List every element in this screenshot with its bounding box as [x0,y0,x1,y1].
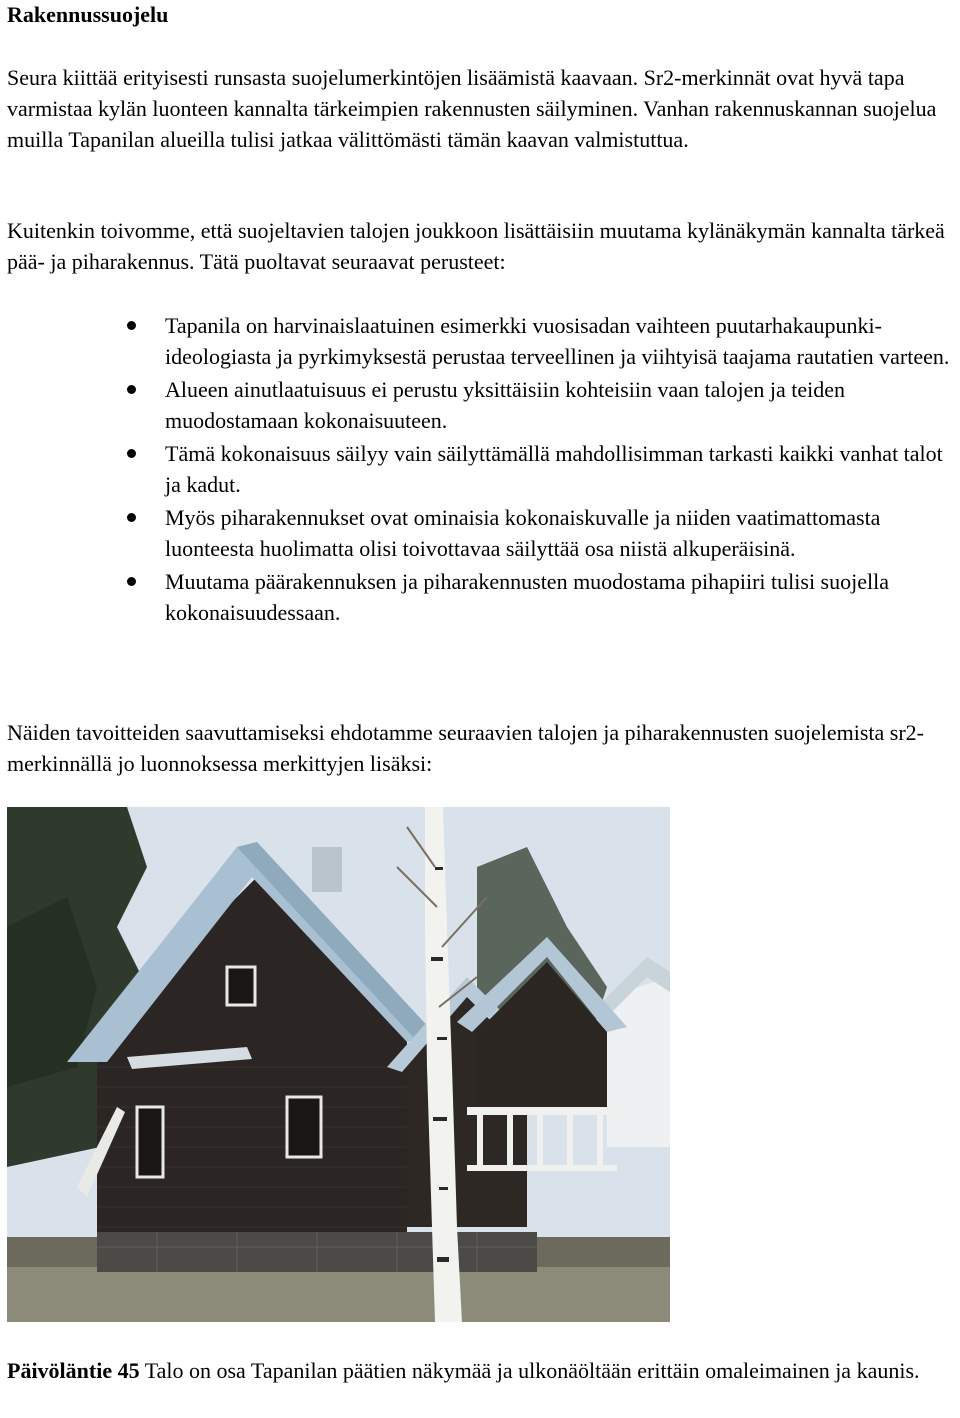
list-item: Alueen ainutlaatuisuus ei perustu yksittäisiin kohteisiin vaan talojen ja teiden muodostamaan kokonaisuuteen. [7,374,952,436]
list-item: Tämä kokonaisuus säilyy vain säilyttämällä mahdollisimman tarkasti kaikki vanhat talot ja kadut. [7,438,952,500]
house-illustration [7,807,670,1322]
paragraph-proposal: Näiden tavoitteiden saavuttamiseksi ehdotamme seuraavien talojen ja piharakennusten suojelemista sr2-merkinnällä jo luonnoksessa merkittyjen lisäksi: [7,720,924,776]
bullet-icon [127,385,136,394]
caption-text: Talo on osa Tapanilan päätien näkymää ja ulkonäöltään erittäin omaleimainen ja kaunis. [139,1358,920,1383]
section-heading: Rakennussuojelu [7,2,169,27]
caption-address: Päivöläntie 45 [7,1358,140,1383]
bullet-icon [127,513,136,522]
bullet-icon [127,577,136,586]
bullet-icon [127,321,136,330]
paragraph-request: Kuitenkin toivomme, että suojeltavien talojen joukkoon lisättäisiin muutama kylänäkymän kannalta tärkeä pää- ja piharakennus. Tätä puoltavat seuraavat perusteet: [7,218,945,274]
house-photo [7,807,670,1322]
list-item: Muutama päärakennuksen ja piharakennusten muodostama pihapiiri tulisi suojella kokonaisuudessaan. [7,566,952,628]
list-item: Tapanila on harvinaislaatuinen esimerkki vuosisadan vaihteen puutarhakaupunki-ideologiasta ja pyrkimyksestä perustaa terveellinen ja viihtyisä taajama rautatien varteen. [7,310,952,372]
argument-list [7,310,952,630]
bullet-icon [127,449,136,458]
photo-caption [7,1355,952,1386]
paragraph-intro: Seura kiittää erityisesti runsasta suojelumerkintöjen lisäämistä kaavaan. Sr2-merkinnät ovat hyvä tapa varmistaa kylän luonteen kannalta tärkeimpien rakennusten säilyminen. Vanhan rakennuskannan suojelua muilla Tapanilan alueilla tulisi jatkaa välittömästi tämän kaavan valmistuttua. [7,65,937,152]
list-item: Myös piharakennukset ovat ominaisia kokonaiskuvalle ja niiden vaatimattomasta luonteesta huolimatta olisi toivottavaa säilyttää osa niistä alkuperäisinä. [7,502,952,564]
